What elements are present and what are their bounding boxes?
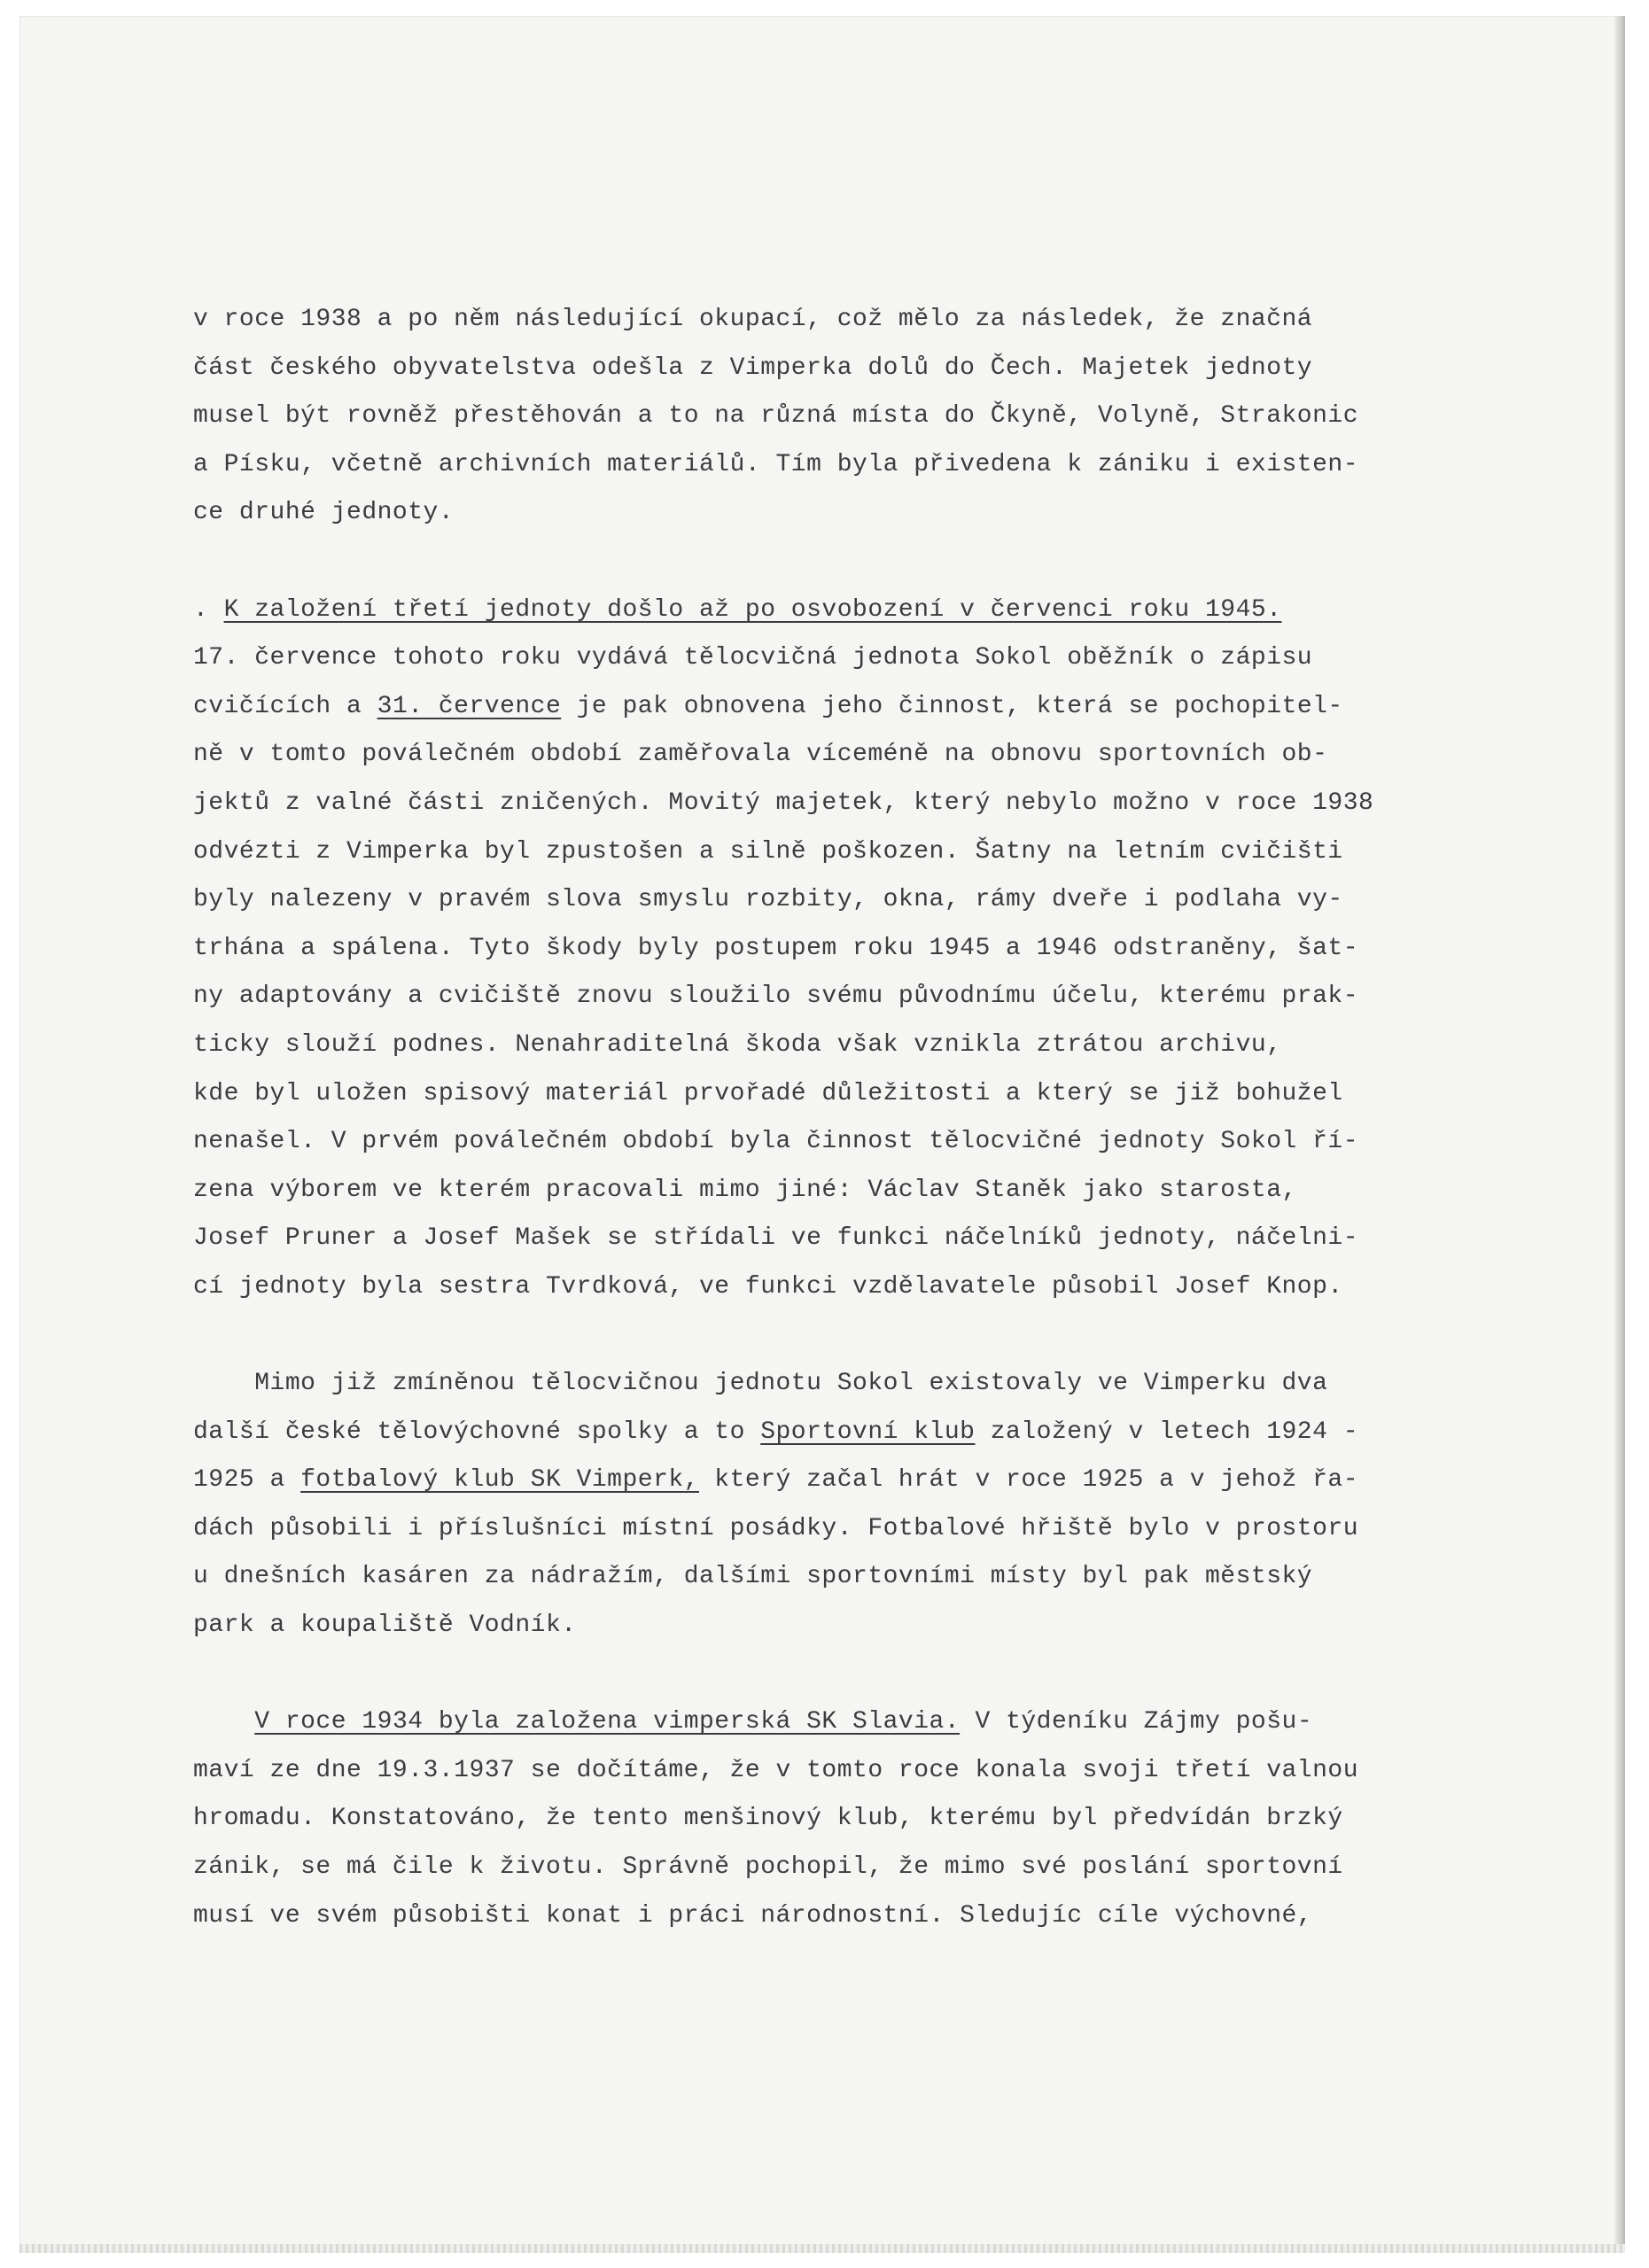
text-line [193,345,1451,393]
underlined-text: fotbalový klub SK Vimperk, [300,1466,699,1495]
paragraph [193,1698,1451,1940]
text-line [193,973,1451,1021]
paper-right-edge [1614,16,1625,2253]
text-line [193,1795,1451,1844]
text-segment: 17. července tohoto roku vydává tělocvičná jednota Sokol oběžník o zápisu [193,644,1313,672]
text-segment: musí ve svém působišti konat i práci národnostní. Sledujíc cíle výchovné, [193,1901,1313,1930]
text-line [193,1263,1451,1312]
text-line [193,1167,1451,1216]
text-line [193,1698,1451,1747]
text-line [193,489,1451,538]
text-line [193,586,1451,635]
text-line [193,1456,1451,1505]
text-segment: založený v letech 1924 - [975,1418,1359,1446]
text-segment: cí jednoty byla sestra Tvrdková, ve funkci vzdělavatele působil Josef Knop. [193,1272,1343,1301]
text-segment: jektů z valné části zničených. Movitý majetek, který nebylo možno v roce 1938 [193,788,1374,817]
text-line [193,683,1451,732]
text-segment: část českého obyvatelstva odešla z Vimperka dolů do Čech. Majetek jednoty [193,353,1313,382]
text-segment: zánik, se má čile k životu. Správně pochopil, že mimo své poslání sportovní [193,1853,1343,1881]
text-segment: a Písku, včetně archivních materiálů. Tím byla přivedena k zániku i existen- [193,450,1359,478]
text-line [193,296,1451,345]
text-line [193,1505,1451,1554]
text-segment: 1925 a [193,1466,301,1495]
text-segment: u dnešních kasáren za nádražím, dalšími sportovními místy byl pak městský [193,1563,1313,1591]
paragraph-gap [193,1311,1451,1360]
text-segment: dách působili i příslušníci místní posádky. Fotbalové hřiště bylo v prostoru [193,1514,1359,1542]
text-line [193,828,1451,877]
text-line [193,780,1451,828]
text-segment: trhána a spálena. Tyto škody byly postupem roku 1945 a 1946 odstraněny, šat- [193,934,1359,962]
text-line [193,1360,1451,1409]
text-line [193,1021,1451,1070]
text-line [193,1070,1451,1119]
text-line [193,1409,1451,1457]
underlined-text: V roce 1934 byla založena vimperská SK Slavia. [254,1708,961,1736]
text-line [193,1844,1451,1892]
text-segment: nenašel. V prvém poválečném období byla činnost tělocvičné jednoty Sokol ří- [193,1128,1359,1156]
text-line [193,1892,1451,1941]
paragraph-gap [193,538,1451,586]
text-line [193,634,1451,683]
underlined-text: 31. července [377,692,562,720]
paragraph [193,586,1451,1312]
text-line [193,392,1451,441]
typewritten-page [193,296,1451,1940]
text-segment: ně v tomto poválečném období zaměřovala víceméně na obnovu sportovních ob- [193,741,1328,769]
text-segment: kde byl uložen spisový materiál prvořadé důležitosti a který se již bohužel [193,1079,1343,1107]
text-line [193,1602,1451,1651]
text-segment: ce druhé jednoty. [193,499,455,527]
text-line [193,1553,1451,1602]
underlined-text: Sportovní klub [760,1418,976,1446]
text-line [193,876,1451,925]
paragraph-gap [193,1651,1451,1699]
text-segment: park a koupaliště Vodník. [193,1612,577,1640]
text-segment: je pak obnovena jeho činnost, která se pochopitel- [561,692,1343,720]
text-segment: cvičících a [193,692,377,720]
text-segment: maví ze dne 19.3.1937 se dočítáme, že v tomto roce konala svoji třetí valnou [193,1756,1359,1784]
paper-bottom-edge [19,2244,1625,2253]
text-segment: Josef Pruner a Josef Mašek se střídali ve funkci náčelníků jednoty, náčelni- [193,1224,1359,1253]
text-segment: ticky slouží podnes. Nenahraditelná škoda však vznikla ztrátou archivu, [193,1030,1282,1059]
text-line [193,1215,1451,1263]
text-segment: byly nalezeny v pravém slova smyslu rozbity, okna, rámy dveře i podlaha vy- [193,886,1343,914]
paragraph [193,296,1451,538]
text-line [193,925,1451,974]
text-segment: zena výborem ve kterém pracovali mimo jiné: Václav Staněk jako starosta, [193,1176,1297,1204]
text-segment: . [193,595,224,624]
text-segment: musel být rovněž přestěhován a to na různá místa do Čkyně, Volyně, Strakonic [193,402,1359,431]
text-line [193,1747,1451,1796]
text-line [193,441,1451,490]
text-segment: další české tělovýchovné spolky a to [193,1418,761,1446]
paragraph [193,1360,1451,1651]
text-segment [193,1708,254,1736]
text-segment: hromadu. Konstatováno, že tento menšinový klub, kterému byl předvídán brzký [193,1805,1343,1833]
text-segment: V týdeníku Zájmy pošu- [960,1708,1313,1736]
text-segment: v roce 1938 a po něm následující okupací, což mělo za následek, že značná [193,306,1313,333]
underlined-text: K založení třetí jednoty došlo až po osvobození v červenci roku 1945. [223,595,1282,624]
text-segment: Mimo již zmíněnou tělocvičnou jednotu Sokol existovaly ve Vimperku dva [193,1370,1328,1398]
text-segment: který začal hrát v roce 1925 a v jehož řa- [699,1466,1359,1495]
text-segment: odvézti z Vimperka byl zpustošen a silně poškozen. Šatny na letním cvičišti [193,837,1343,866]
text-segment: ny adaptovány a cvičiště znovu sloužilo svému původnímu účelu, kterému prak- [193,983,1359,1011]
text-line [193,731,1451,780]
text-line [193,1118,1451,1167]
